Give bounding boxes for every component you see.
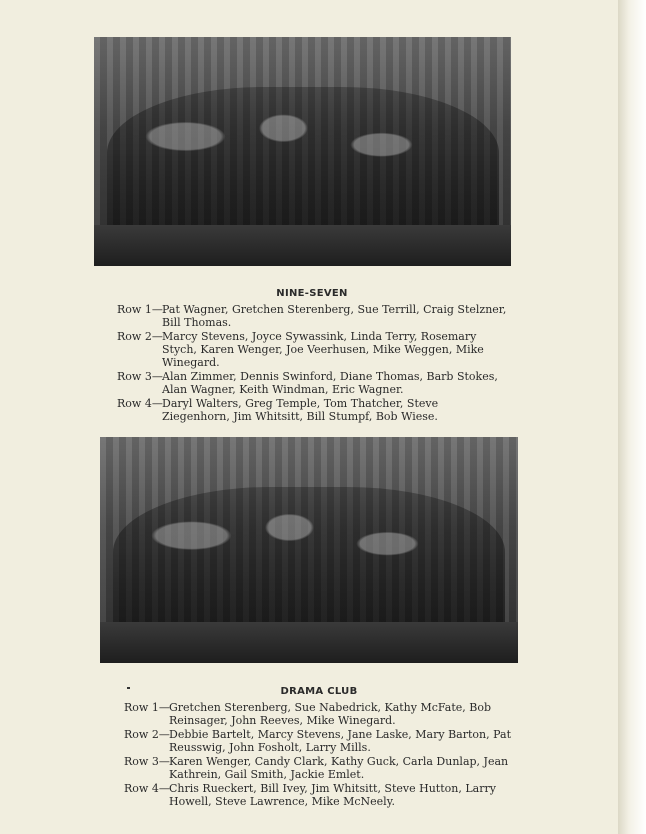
row-names: Pat Wagner, Gretchen Sterenberg, Sue Terrill, Craig Stelzner, Bill Thomas.	[162, 303, 507, 329]
row-label: Row 1—	[117, 303, 163, 316]
caption-row	[117, 330, 507, 369]
row-label: Row 4—	[124, 782, 170, 795]
row-label: Row 2—	[124, 728, 170, 741]
row-label: Row 3—	[124, 755, 170, 768]
row-label: Row 1—	[124, 701, 170, 714]
group-photo-nine-seven	[94, 37, 511, 266]
row-names: Marcy Stevens, Joyce Sywassink, Linda Terry, Rosemary Stych, Karen Wenger, Joe Veerhusen, Mike Weggen, Mike Winegard.	[162, 330, 484, 369]
caption-row	[124, 728, 514, 754]
caption-row	[124, 701, 514, 727]
caption-row	[124, 782, 514, 808]
group-photo-drama-club	[100, 437, 518, 663]
section-title: NINE-SEVEN	[276, 288, 348, 299]
row-names: Gretchen Sterenberg, Sue Nabedrick, Kathy McFate, Bob Reinsager, John Reeves, Mike Winegard.	[169, 701, 492, 727]
photo-floor	[94, 225, 511, 266]
row-names: Karen Wenger, Candy Clark, Kathy Guck, Carla Dunlap, Jean Kathrein, Gail Smith, Jackie Emlet.	[169, 755, 509, 781]
photo-floor	[100, 622, 518, 663]
row-label: Row 3—	[117, 370, 163, 383]
row-label: Row 4—	[117, 397, 163, 410]
row-names: Debbie Bartelt, Marcy Stevens, Jane Laske, Mary Barton, Pat Reusswig, John Fosholt, Larry Mills.	[169, 728, 511, 754]
row-names: Alan Zimmer, Dennis Swinford, Diane Thomas, Barb Stokes, Alan Wagner, Keith Windman, Eric Wagner.	[162, 370, 498, 396]
caption-drama-club	[124, 685, 514, 809]
row-names: Daryl Walters, Greg Temple, Tom Thatcher, Steve Ziegenhorn, Jim Whitsitt, Bill Stumpf, Bob Wiese.	[162, 397, 439, 423]
caption-row	[117, 370, 507, 396]
caption-row	[117, 303, 507, 329]
page-edge	[618, 0, 646, 834]
section-title: DRAMA CLUB	[280, 686, 358, 697]
caption-nine-seven	[117, 287, 507, 424]
row-names: Chris Rueckert, Bill Ivey, Jim Whitsitt, Steve Hutton, Larry Howell, Steve Lawrence, Mike McNeely.	[169, 782, 496, 808]
caption-row	[124, 755, 514, 781]
caption-row	[117, 397, 507, 423]
row-label: Row 2—	[117, 330, 163, 343]
